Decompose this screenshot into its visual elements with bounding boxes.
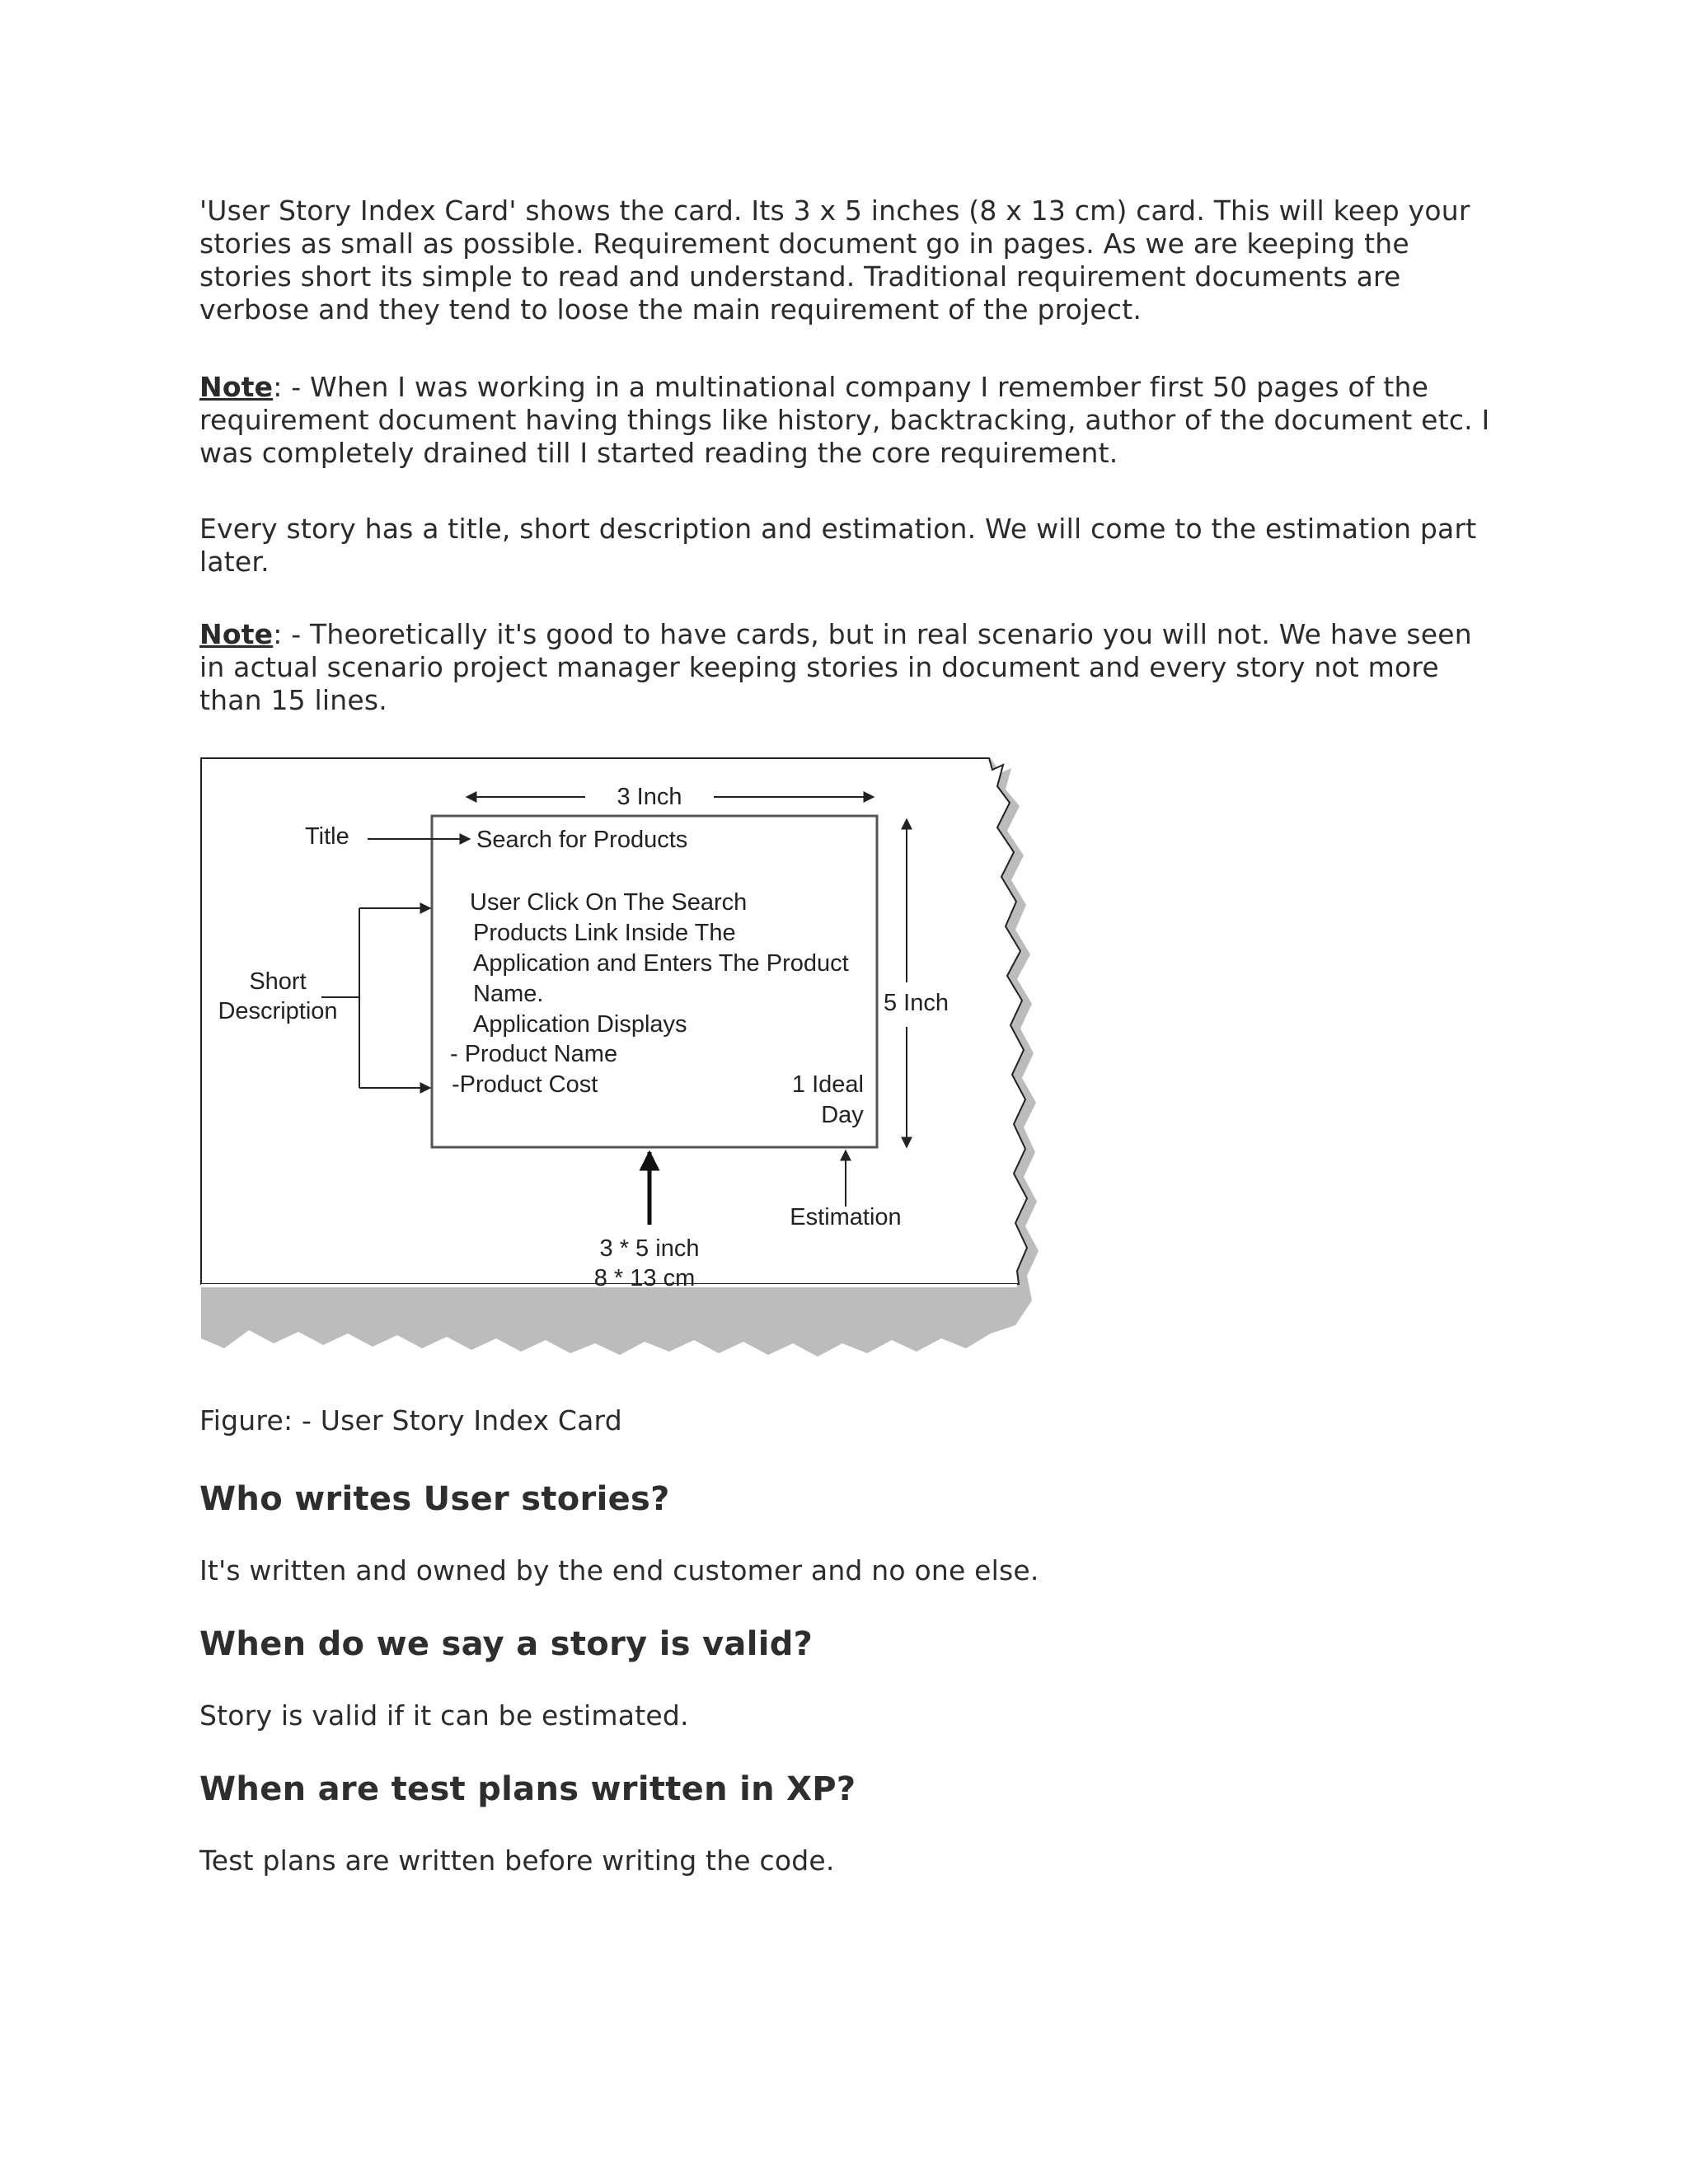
card-line: Application and Enters The Product <box>473 950 849 977</box>
card-line: Application Displays <box>473 1011 687 1038</box>
note-label: Note <box>199 371 274 403</box>
title-label: Title <box>305 823 349 850</box>
note-paragraph-2 <box>199 618 1502 717</box>
estimate-line-2: Day <box>821 1102 864 1128</box>
card-title: Search for Products <box>476 827 688 853</box>
card-line: -Product Cost <box>452 1071 598 1098</box>
note-text: : - Theoretically it's good to have cards, but in real scenario you will not. We have seen in actual scenario project manager keeping stories in document and every story not more than 15 lines. <box>199 618 1472 716</box>
faq-answer-2: Story is valid if it can be estimated. <box>199 1699 689 1732</box>
figure-caption: Figure: - User Story Index Card <box>199 1404 622 1436</box>
size-line-1: 3 * 5 inch <box>599 1235 700 1262</box>
faq-answer-3: Test plans are written before writing the code. <box>199 1844 835 1877</box>
size-line-2: 8 * 13 cm <box>593 1265 696 1291</box>
index-card-figure <box>199 757 1048 1375</box>
card-line: - Product Name <box>450 1041 618 1067</box>
short-desc-label-2: Description <box>218 998 338 1024</box>
card-line: Products Link Inside The <box>473 920 736 946</box>
estimation-label: Estimation <box>790 1204 902 1230</box>
faq-answer-1: It's written and owned by the end customer and no one else. <box>199 1554 1039 1586</box>
width-label: 3 Inch <box>617 784 682 810</box>
note-label: Note <box>199 618 274 650</box>
note-text: : - When I was working in a multinational company I remember first 50 pages of the requirement document having things like history, backtracking, author of the document etc. I was completely drained till I started reading the core requirement. <box>199 371 1490 469</box>
faq-question-3: When are test plans written in XP? <box>199 1770 856 1808</box>
card-line: Name. <box>473 981 544 1007</box>
faq-question-1: Who writes User stories? <box>199 1480 670 1518</box>
note-paragraph-1 <box>199 371 1502 470</box>
estimate-line-1: 1 Ideal <box>791 1071 864 1098</box>
story-parts-paragraph: Every story has a title, short description and estimation. We will come to the estimation part later. <box>199 513 1477 578</box>
index-card-diagram <box>199 757 1048 1375</box>
card-line: User Click On The Search <box>470 889 748 916</box>
height-label: 5 Inch <box>884 990 949 1016</box>
intro-paragraph: 'User Story Index Card' shows the card. Its 3 x 5 inches (8 x 13 cm) card. This will keep your stories as small as possible. Requirement document go in pages. As we are keeping the stories short its simple to read and understand. Traditional requirement documents are verbose and they tend to loose the main requirement of the project. <box>199 194 1470 326</box>
short-desc-label-1: Short <box>249 968 307 995</box>
faq-question-2: When do we say a story is valid? <box>199 1625 814 1663</box>
